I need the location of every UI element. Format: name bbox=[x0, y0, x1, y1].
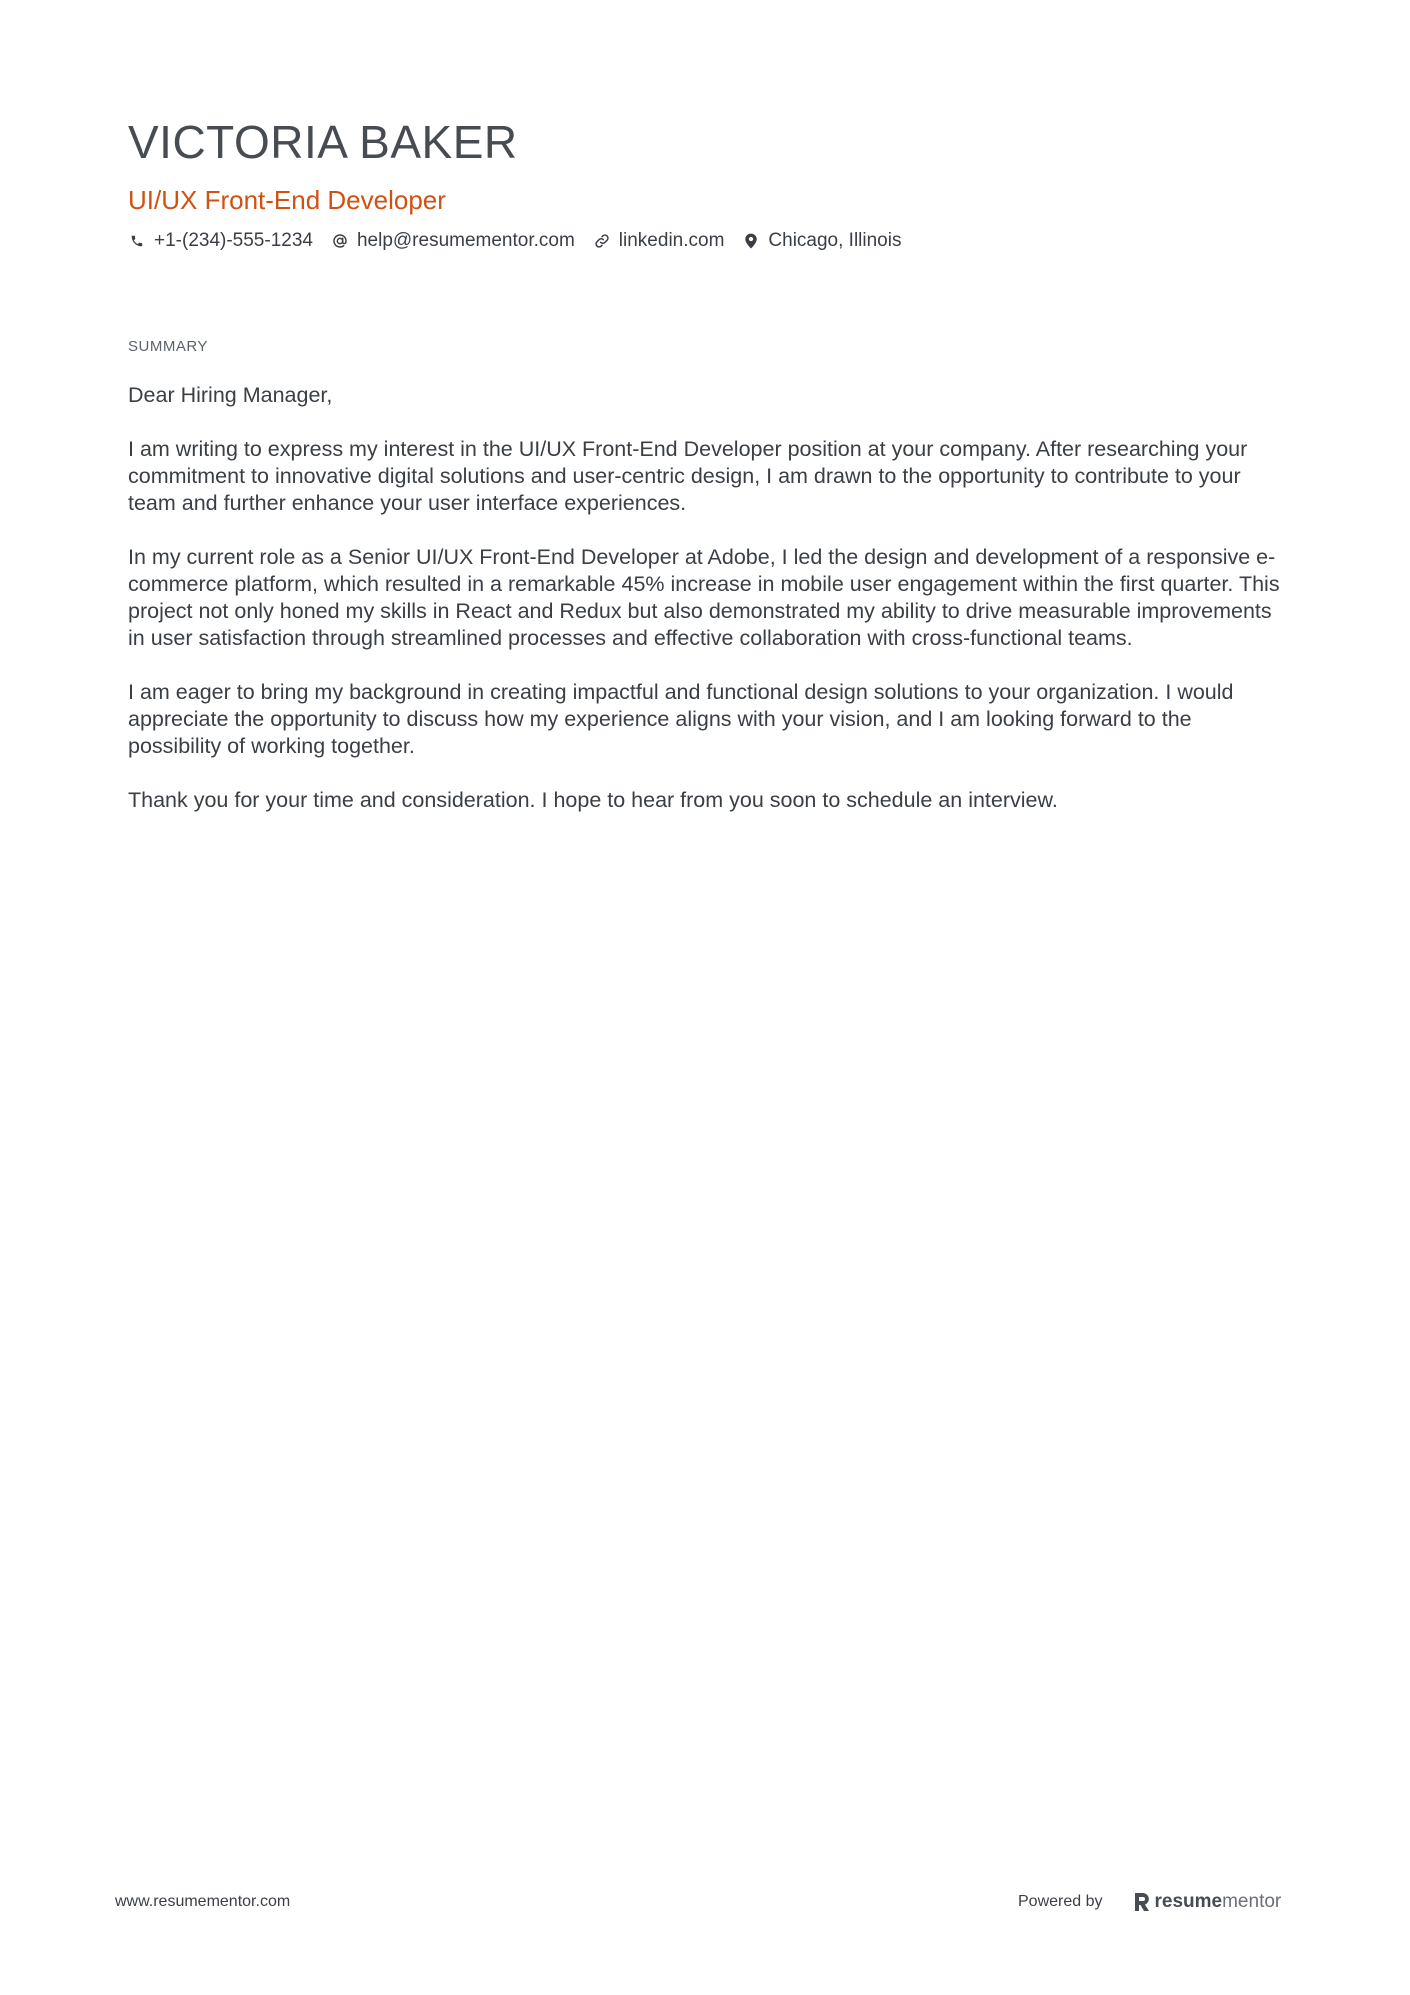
brand-name-bold: resume bbox=[1154, 1891, 1223, 1912]
website-text: linkedin.com bbox=[618, 230, 725, 251]
candidate-name: VICTORIA BAKER bbox=[128, 116, 518, 168]
letter-paragraph: I am eager to bring my background in creating impactful and functional design solutions to your organization. I would appreciate the opportunity to discuss how my experience aligns with your vision, and I am looking forward to the possibility of working together. bbox=[128, 680, 1234, 758]
letter-greeting: Dear Hiring Manager, bbox=[128, 383, 333, 407]
header bbox=[128, 112, 1288, 252]
footer-url[interactable]: www.resumementor.com bbox=[115, 1893, 291, 1910]
location-pin-icon bbox=[742, 232, 760, 250]
phone-icon bbox=[128, 232, 146, 250]
brand-logo[interactable] bbox=[1133, 1891, 1282, 1913]
candidate-role: UI/UX Front-End Developer bbox=[128, 185, 446, 215]
location-text: Chicago, Illinois bbox=[768, 230, 902, 251]
email-text: help@resumementor.com bbox=[356, 230, 575, 251]
contact-website bbox=[593, 230, 725, 252]
letter-body bbox=[128, 382, 1288, 841]
link-icon bbox=[593, 232, 611, 250]
contact-bar bbox=[128, 230, 1288, 252]
contact-email bbox=[331, 230, 575, 252]
resumementor-logo-icon bbox=[1133, 1892, 1151, 1912]
letter-paragraph: I am writing to express my interest in the UI/UX Front-End Developer position at your company. After researching your commitment to innovative digital solutions and user-centric design, I am drawn to the opportunity to contribute to your team and further enhance your user interface experiences. bbox=[128, 437, 1248, 515]
powered-by-label: Powered by bbox=[1018, 1893, 1103, 1910]
letter-paragraph: Thank you for your time and consideration. I hope to hear from you soon to schedule an interview. bbox=[128, 788, 1058, 812]
brand-name-light: mentor bbox=[1222, 1891, 1282, 1912]
phone-text: +1-(234)-555-1234 bbox=[154, 230, 313, 251]
contact-location bbox=[742, 230, 901, 252]
footer-powered-by bbox=[1018, 1891, 1281, 1913]
section-title: SUMMARY bbox=[128, 338, 208, 355]
at-icon bbox=[331, 232, 349, 250]
contact-phone bbox=[128, 230, 313, 252]
letter-paragraph: In my current role as a Senior UI/UX Front-End Developer at Adobe, I led the design and development of a responsive e-commerce platform, which resulted in a remarkable 45% increase in mobile user engagement within the first quarter. This project not only honed my skills in React and Redux but also demonstrated my ability to drive measurable improvements in user satisfaction through streamlined processes and effective collaboration with cross-functional teams. bbox=[128, 545, 1280, 650]
